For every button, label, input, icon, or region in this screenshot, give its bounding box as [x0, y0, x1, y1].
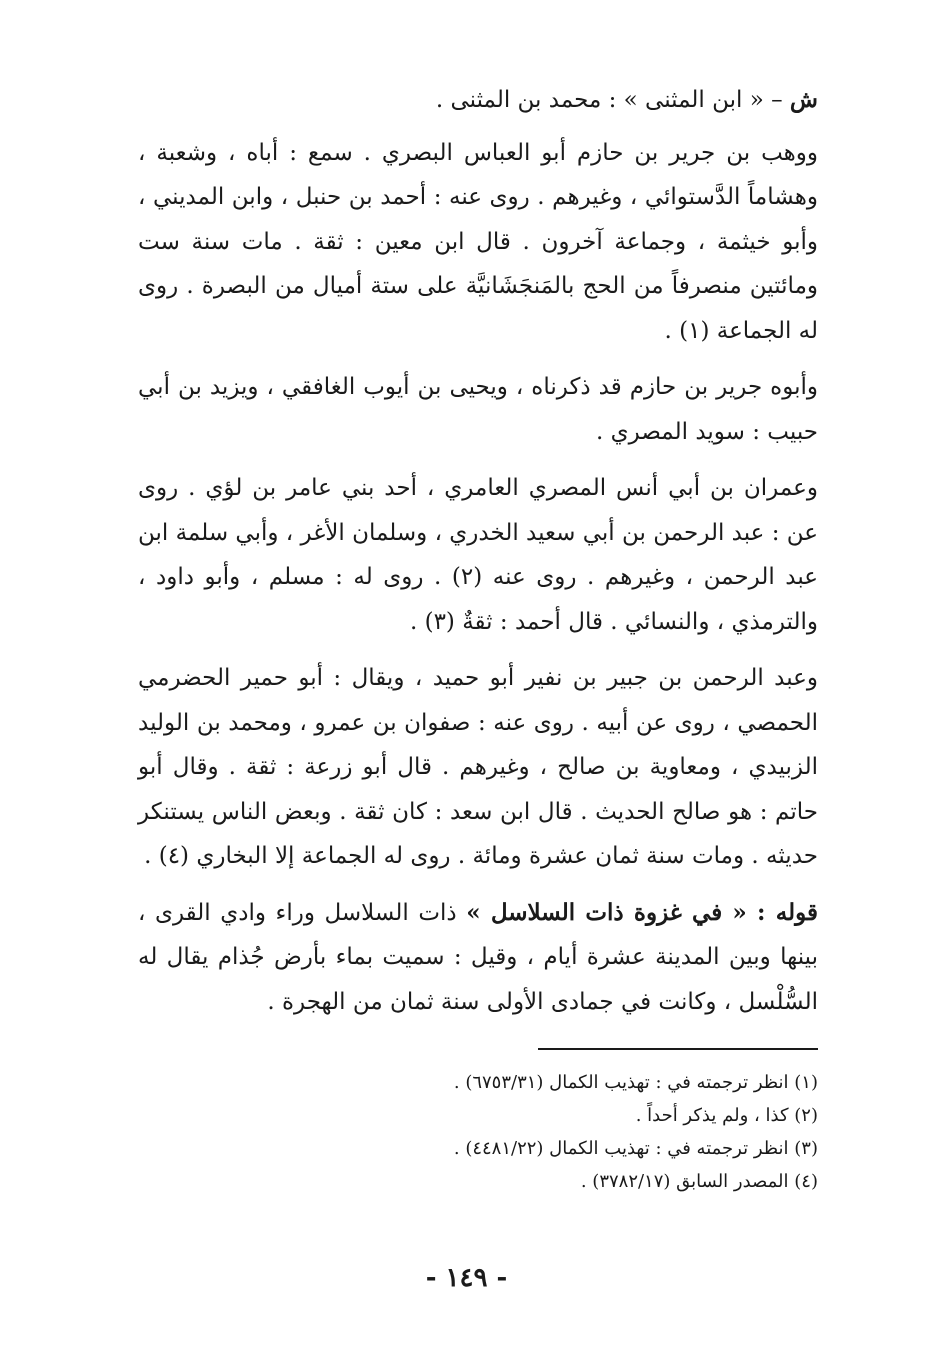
- paragraph-wahb: [138, 131, 818, 354]
- page-number: - ١٤٩ -: [425, 1263, 508, 1293]
- paragraph-text: وعبد الرحمن بن جبير بن نفير أبو حميد ، ويقال : أبو حمير الحضرمي الحمصي ، روى عن أبيه . روى عنه : صفوان بن عمرو ، ومحمد بن الوليد الزبيدي ، ومعاوية بن صالح ، وغيرهم . قال أبو زرعة : ثقة . وقال أبو حاتم : هو صالح الحديث . قال ابن سعد : كان ثقة . وبعض الناس يستنكر حديثه . ومات سنة ثمان عشرة ومائة . روى له الجماعة إلا البخاري (٤) .: [138, 665, 818, 869]
- paragraph-imran: [138, 466, 818, 644]
- paragraph-dhat-salasil: [138, 891, 818, 1025]
- paragraph-abdulrahman: [138, 656, 818, 879]
- paragraph-text: ووهب بن جرير بن حازم أبو العباس البصري . سمع : أباه ، وشعبة ، وهشاماً الدَّستوائي ، وغيرهم . روى عنه : أحمد بن حنبل ، وابن المديني ، وأبو خيثمة ، وجماعة آخرون . قال ابن معين : ثقة . مات سنة ست ومائتين منصرفاً من الحج بالمَنجَشَانيَّة على ستة أميال من البصرة . روى له الجماعة (١) .: [138, 139, 818, 344]
- paragraph-text: وعمران بن أبي أنس المصري العامري ، أحد بني عامر بن لؤي . روى عن : عبد الرحمن بن أبي سعيد الخدري ، وسلمان الأغر ، وأبي سلمة ابن عبد الرحمن ، وغيرهم . روى عنه (٢) . روى له : مسلم ، وأبو داود ، والترمذي ، والنسائي . قال أحمد : ثقةٌ (٣) .: [137, 475, 818, 635]
- footnotes: [300, 1066, 818, 1198]
- paragraph-lead: ش: [789, 86, 818, 113]
- main-text: [138, 78, 818, 1036]
- footnote-item: (٤) المصدر السابق (٣٧٨٢/١٧) .: [580, 1171, 818, 1192]
- footnote-divider: [538, 1048, 818, 1050]
- footnote-item: (٣) انظر ترجمته في : تهذيب الكمال (٤٤٨١/٢٢) .: [453, 1138, 818, 1159]
- footnote-item: (٢) كذا ، ولم يذكر أحداً .: [635, 1105, 818, 1126]
- paragraph-text: ذات السلاسل وراء وادي القرى ، بينها وبين المدينة عشرة أيام ، وقيل : سميت بماء بأرض جُذام يقال له السُّلْسل ، وكانت في جمادى الأولى سنة ثمان من الهجرة .: [138, 899, 818, 1015]
- paragraph-jarir: [138, 365, 818, 454]
- paragraph-text: وأبوه جرير بن حازم قد ذكرناه ، ويحيى بن أيوب الغافقي ، ويزيد بن أبي حبيب : سويد المصري .: [138, 374, 818, 445]
- paragraph-ibn-muthanna: [138, 78, 818, 123]
- paragraph-lead: قوله : « في غزوة ذات السلاسل »: [466, 898, 818, 926]
- paragraph-text: – « ابن المثنى » : محمد بن المثنى .: [435, 87, 790, 113]
- footnote-item: (١) انظر ترجمته في : تهذيب الكمال (٦٧٥٣/٣١) .: [453, 1072, 818, 1093]
